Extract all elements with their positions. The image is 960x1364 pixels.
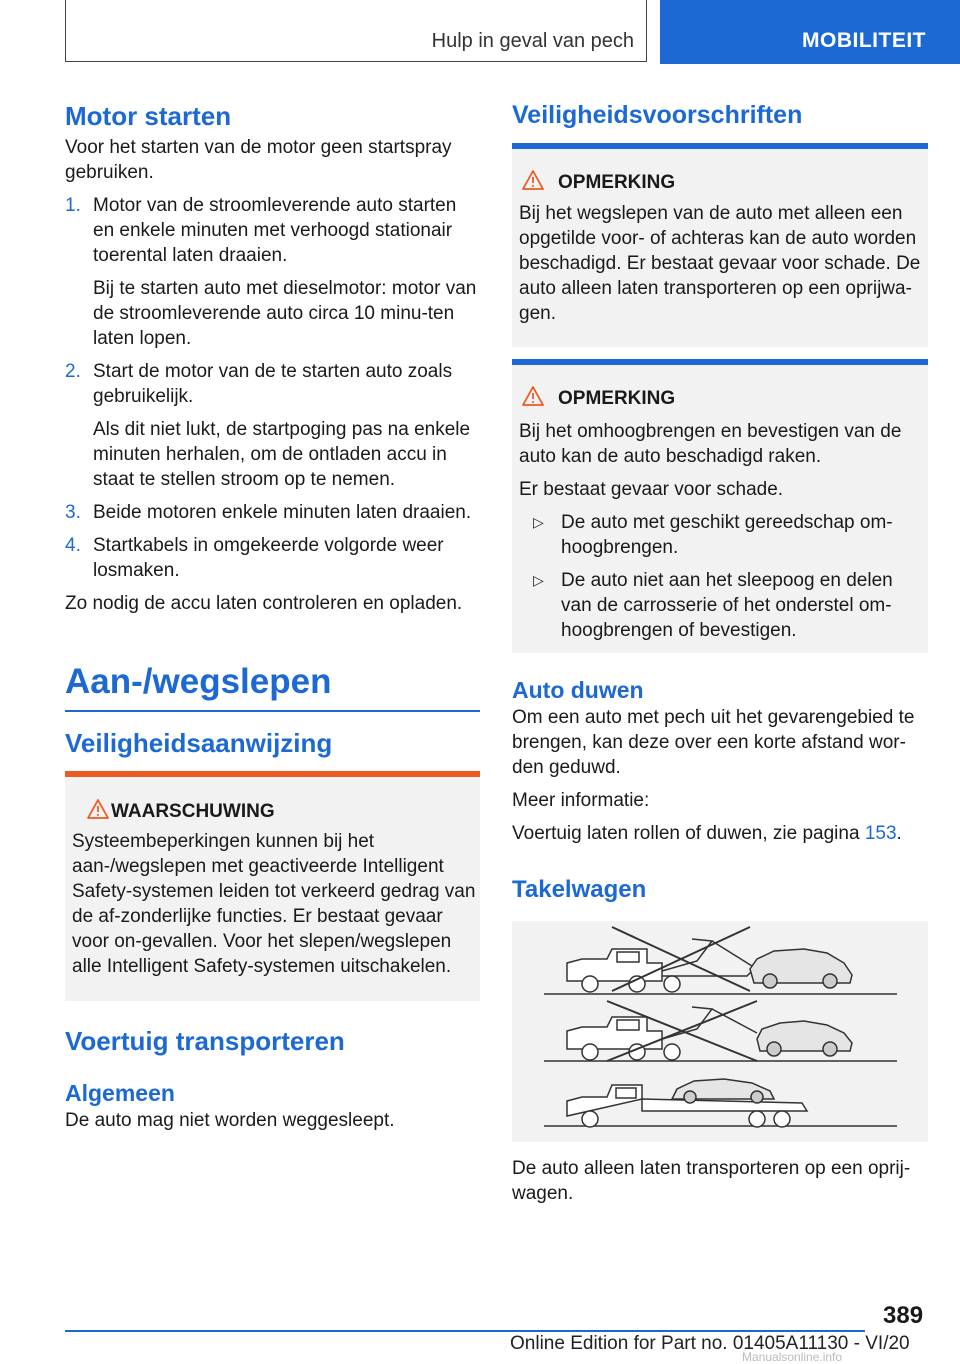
notice-text: Bij het wegslepen van de auto met alleen een opgetilde voor- of achteras kan de auto worden beschadigd. Er bestaat gevaar voor schade. De auto alleen laten transporteren op een oprijwa‐gen. — [519, 203, 921, 324]
list-item — [65, 359, 480, 492]
algemeen-text: De auto mag niet worden weggesleept. — [65, 1110, 395, 1131]
reference-end: . — [896, 823, 902, 844]
notice-box-2 — [512, 359, 928, 653]
heading-auto-duwen: Auto duwen — [512, 677, 644, 703]
notice-bar — [512, 359, 928, 365]
towing-illustration — [512, 921, 928, 1142]
step-subtext: Bij te starten auto met dieselmotor: motor van de stroomleverende auto circa 10 minu‐ten laten lopen. — [93, 278, 477, 349]
cross-reference — [512, 821, 928, 846]
section-auto-duwen — [512, 678, 928, 846]
step-number: 3. — [65, 502, 81, 523]
step-text: Startkabels in omgekeerde volgorde weer losmaken. — [93, 535, 444, 581]
warning-icon — [522, 170, 544, 190]
section-veiligheidsaanwijzing — [65, 728, 480, 759]
bullet-text: De auto niet aan het sleepoog en delen van de carrosserie of het onderstel om‐hoogbrengen of bevestigen. — [561, 570, 893, 641]
page-reference-link[interactable]: 153 — [864, 823, 897, 844]
heading-voertuig-transporteren: Voertuig transporteren — [65, 1026, 345, 1056]
triangle-bullet-icon: ▷ — [533, 572, 544, 588]
warning-text: Systeembeperkingen kunnen bij het aan-/wegslepen met geactiveerde Intelligent Safety-systemen leiden tot verkeerd gedrag van de af‐zonderlijke functies. Er bestaat gevaar voor on‐gevallen. Voor het slepen/wegslepen alle Intelligent Safety-systemen uitschakelen. — [72, 831, 476, 977]
step-number: 4. — [65, 535, 81, 556]
footer-edition: Online Edition for Part no. 01405A11130 - VI/20 — [510, 1333, 910, 1354]
warning-label: WAARSCHUWING — [111, 801, 275, 822]
heading-veiligheidsvoorschriften: Veiligheidsvoorschriften — [512, 101, 803, 129]
step-text: Start de motor van de te starten auto zoals gebruikelijk. — [93, 361, 453, 407]
meer-info-label: Meer informatie: — [512, 790, 650, 811]
notice-text: Er bestaat gevaar voor schade. — [519, 479, 784, 500]
chapter-tab-label: MOBILITEIT — [802, 29, 926, 52]
heading-veiligheidsaanwijzing: Veiligheidsaanwijzing — [65, 728, 333, 758]
warning-bar — [65, 771, 480, 777]
warning-box — [65, 771, 480, 1001]
warning-icon — [87, 799, 109, 819]
section-aan-wegslepen — [65, 662, 480, 712]
list-item — [519, 510, 925, 560]
step-subtext: Als dit niet lukt, de startpoging pas na enkele minuten herhalen, om de ontladen accu in staat te stellen stroom op te nemen. — [93, 419, 471, 490]
heading-motor-starten: Motor starten — [65, 101, 232, 131]
heading-takelwagen: Takelwagen — [512, 876, 647, 903]
watermark: Manualsonline.info — [742, 1350, 843, 1364]
left-column — [65, 101, 480, 616]
step-text: Beide motoren enkele minuten laten draaien. — [93, 502, 472, 523]
notice-body — [519, 419, 925, 643]
takelwagen-caption-wrap — [512, 1156, 928, 1206]
list-item — [519, 568, 925, 643]
tow-truck-diagram — [512, 921, 928, 1142]
section-algemeen — [65, 1081, 480, 1133]
page-number: 389 — [883, 1302, 924, 1329]
motor-starten-intro: Voor het starten van de motor geen startspray gebruiken. — [65, 137, 452, 183]
footer-rule — [65, 1330, 865, 1332]
triangle-bullet-icon: ▷ — [533, 514, 544, 530]
heading-underline — [65, 710, 480, 712]
step-number: 1. — [65, 195, 81, 216]
heading-algemeen: Algemeen — [65, 1080, 175, 1106]
steps-list — [65, 193, 480, 583]
list-item — [65, 533, 480, 583]
section-title: Hulp in geval van pech — [431, 30, 634, 52]
step-text: Motor van de stroomleverende auto starten en enkele minuten met verhoogd stationair toerental laten draaien. — [93, 195, 457, 266]
list-item — [65, 193, 480, 351]
step-number: 2. — [65, 361, 81, 382]
section-veiligheidsvoorschriften — [512, 101, 928, 130]
chapter-tab[interactable] — [660, 0, 960, 64]
takelwagen-caption: De auto alleen laten transporteren op een oprij‐wagen. — [512, 1158, 911, 1204]
notice-label: OPMERKING — [558, 388, 676, 409]
bullet-text: De auto met geschikt gereedschap om‐hoogbrengen. — [561, 512, 893, 558]
section-voertuig-transporteren — [65, 1026, 480, 1057]
notice-bar — [512, 143, 928, 149]
warning-icon — [522, 386, 544, 406]
auto-duwen-text: Om een auto met pech uit het gevarengebied te brengen, kan deze over een korte afstand wor‐den geduwd. — [512, 707, 915, 778]
header-box — [65, 0, 647, 62]
notice-text: Bij het omhoogbrengen en bevestigen van de auto kan de auto beschadigd raken. — [519, 421, 902, 467]
reference-text: Voertuig laten rollen of duwen, zie pagina — [512, 823, 860, 844]
notice-label: OPMERKING — [558, 172, 676, 193]
motor-starten-outro: Zo nodig de accu laten controleren en opladen. — [65, 593, 463, 614]
list-item — [65, 500, 480, 525]
heading-aan-wegslepen: Aan-/wegslepen — [65, 662, 332, 701]
section-takelwagen — [512, 876, 928, 904]
notice-box-1 — [512, 143, 928, 347]
